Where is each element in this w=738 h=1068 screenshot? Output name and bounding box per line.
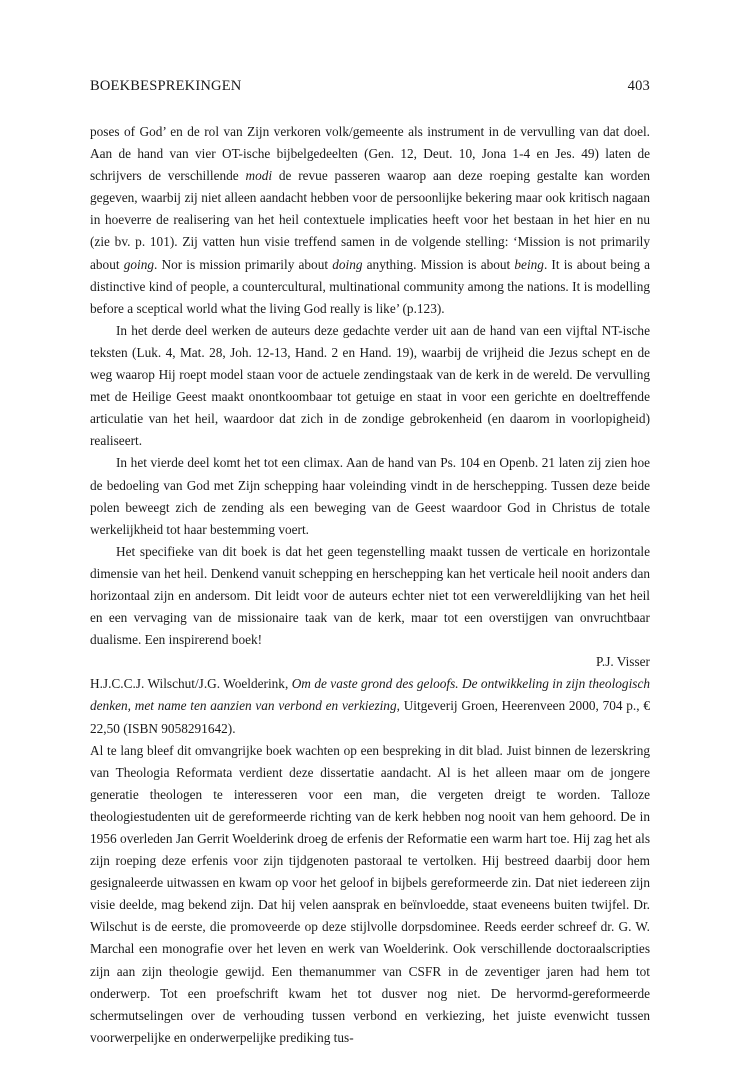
- book-reference: [90, 673, 650, 739]
- italic-term: modi: [245, 168, 273, 184]
- page-body: [90, 121, 650, 1049]
- text-run: . Nor is mission primarily about: [154, 256, 333, 272]
- text-run: poses of God’ en de rol van Zijn verkoren volk/gemeente als instrument in de vervulling van dat doel. Aan de hand van vier OT-ische bijbelgedeelten (Gen. 12, Deut. 10, Jona 1-4 en Jes. 49) laten de schrijvers de verschillende: [90, 124, 650, 184]
- paragraph-1: [90, 121, 650, 320]
- running-title: BOEKBESPREKINGEN: [90, 78, 242, 94]
- book-publisher: , Uitgeverij Groen, Heerenveen 2000, 704 p., € 22,50 (ISBN 9058291642).: [90, 698, 650, 736]
- book-authors: H.J.C.C.J. Wilschut/J.G. Woelderink,: [90, 676, 292, 692]
- paragraph-2: In het derde deel werken de auteurs deze gedachte verder uit aan de hand van een vijftal NT-ische teksten (Luk. 4, Mat. 28, Joh. 12-13, Hand. 2 en Hand. 19), waarbij de vrijheid die Jezus schept en de weg waarop Hij roept model staan voor de actuele zendingstaak van de kerk in de wereld. De vervulling met de Heilige Geest maakt onontkoombaar tot getuige en staat in voor een gerichte en doeltreffende articulatie van het heil, waardoor dat zich in de zondige gebrokenheid (en daarom in voorlopigheid) realiseert.: [90, 322, 650, 449]
- paragraph-3: In het vierde deel komt het tot een climax. Aan de hand van Ps. 104 en Openb. 21 laten zij zien hoe de bedoeling van God met Zijn schepping haar voleinding vindt in de herschepping. Tussen deze beide polen beweegt zich de zending als een beweging van de Geest waardoor God in Christus de totale werkelijkheid tot haar bestemming voert.: [90, 455, 650, 537]
- text-run: de revue passeren waarop aan deze roeping gestalte kan worden gegeven, waarbij zij niet alleen aandacht hebben voor de persoonlijke bekering maar ook kritisch nagaan in hoeverre de realisering van het heil contextuele implicaties heeft voor het bestaan in het hier en nu (zie bv. p. 101). Zij vatten hun visie treffend samen in de volgende stelling: ‘Mission is not primarily about: [90, 168, 651, 272]
- book-title: Om de vaste grond des geloofs. De ontwikkeling in zijn theologisch denken, met name ten aanzien van verbond en verkiezing: [90, 676, 650, 714]
- italic-term: doing: [332, 256, 363, 272]
- text-run: anything. Mission is about: [362, 256, 515, 272]
- italic-term: being: [514, 256, 544, 272]
- italic-term: going: [123, 256, 154, 272]
- paragraph-4: Het specifieke van dit boek is dat het geen tegenstelling maakt tussen de verticale en horizontale dimensie van het heil. Denkend vanuit schepping en herschepping kan het verticale heil nooit anders dan horizontaal zijn en andersom. Dit leidt voor de auteurs echter niet tot een verwereldlijking van het heil en een vervaging van de missionaire taak van de kerk, maar tot een overstijgen van onvruchtbaar dualisme. Een inspirerend boek!: [90, 543, 650, 648]
- review-2-body: Al te lang bleef dit omvangrijke boek wachten op een bespreking in dit blad. Juist binnen de lezerskring van Theologia Reformata verdient deze dissertatie aandacht. Al is het alleen maar om de jongere generatie theologen te interesseren voor een man, die vergeten dreigt te worden. Talloze theologiestudenten uit de gereformeerde richting van de kerk hebben nog nooit van hem gehoord. De in 1956 overleden Jan Gerrit Woelderink droeg de erfenis der Reformatie een warm hart toe. Hij zag het als zijn roeping deze erfenis voor zijn tijdgenoten pastoraal te vertolken. Hij bestreed daarbij door hem gesignaleerde uitwassen en kwam op voor het geloof in bijbels gereformeerde zin. Dat niet iedereen zijn visie deelde, mag bekend zijn. Dat hij velen aansprak en beïnvloedde, staat eveneens buiten twijfel. Dr. Wilschut is de eerste, die promoveerde op deze stijlvolle dorpsdominee. Reeds eerder schreef dr. G. W. Marchal een monografie over het leven en werk van Woelderink. Ook verschillende doctoraalscripties zijn aan zijn theologie gewijd. Een themanummer van CSFR in de zeventiger jaren had hem tot onderwerp. Tot een proefschrift kwam het tot dusver nog niet. De hervormd-gereformeerde schermutselingen over de verhouding tussen verbond en verkiezing, het juiste evenwicht tussen voorwerpelijke en onderwerpelijke prediking tus-: [90, 742, 650, 1045]
- reviewer-signature: P.J. Visser: [595, 654, 650, 670]
- text-run: . It is about being a distinctive kind of people, a countercultural, multinational community among the nations. It is modelling before a sceptical world what the living God really is like’ (p.123).: [90, 256, 651, 316]
- page-number: 403: [627, 78, 650, 94]
